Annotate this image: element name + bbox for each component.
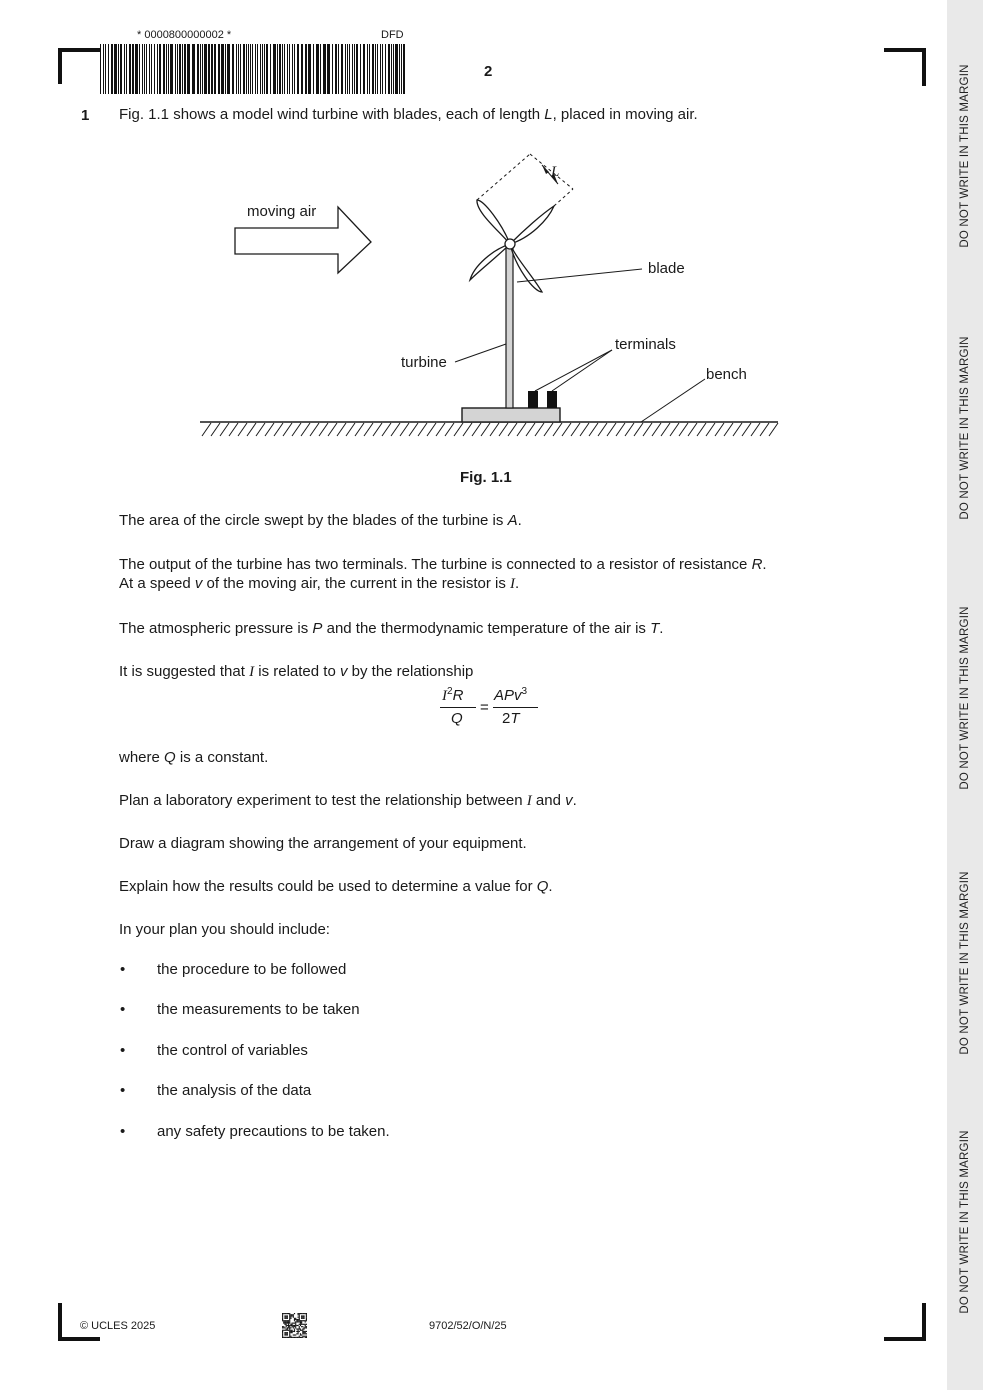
list-item: the control of variables <box>157 1042 308 1059</box>
barcode <box>100 44 406 94</box>
figure-caption: Fig. 1.1 <box>460 469 512 486</box>
equation-equals: = <box>480 699 489 716</box>
equation-denominator-left: Q <box>451 710 463 727</box>
turbine-base <box>462 408 560 422</box>
paragraph-speed: At a speed v of the moving air, the current in the resistor is I. <box>119 575 520 592</box>
label-bench: bench <box>706 366 747 383</box>
qr-code <box>282 1313 307 1338</box>
bench-hatching <box>202 423 778 436</box>
margin-notice: DO NOT WRITE IN THIS MARGIN <box>959 64 971 248</box>
paragraph-pressure: The atmospheric pressure is P and the thermodynamic temperature of the air is T. <box>119 620 664 637</box>
paragraph-where: where Q is a constant. <box>119 749 269 766</box>
bullet-marker: • <box>120 1082 126 1099</box>
question-intro: Fig. 1.1 shows a model wind turbine with blades, each of length L, placed in moving air. <box>119 106 698 123</box>
paper-code: 9702/52/O/N/25 <box>429 1320 507 1332</box>
terminals-leader <box>535 350 612 391</box>
paragraph-explain: Explain how the results could be used to determine a value for Q. <box>119 878 553 895</box>
list-item: the procedure to be followed <box>157 961 347 978</box>
page-number: 2 <box>484 63 493 80</box>
equation-denominator-right: 2T <box>502 710 520 727</box>
equation <box>440 686 550 736</box>
label-moving-air: moving air <box>247 203 317 220</box>
bullet-marker: • <box>120 1123 126 1140</box>
label-terminals: terminals <box>615 336 676 353</box>
paragraph-include: In your plan you should include: <box>119 921 330 938</box>
margin-notice: DO NOT WRITE IN THIS MARGIN <box>959 871 971 1055</box>
dimension-line <box>477 154 530 200</box>
equation-numerator-right: APv$^3$ <box>494 686 528 704</box>
list-item: the analysis of the data <box>157 1082 312 1099</box>
paragraph-area: The area of the circle swept by the blades of the turbine is A. <box>119 512 522 529</box>
turbine-mast <box>506 245 513 408</box>
wind-turbine-figure <box>180 140 800 440</box>
question-number: 1 <box>81 107 90 124</box>
turbine-hub <box>505 239 515 249</box>
list-item: any safety precautions to be taken. <box>157 1123 390 1140</box>
bullet-marker: • <box>120 1001 126 1018</box>
copyright: © UCLES 2025 <box>80 1320 156 1332</box>
paragraph-suggest: It is suggested that I is related to v by the relationship <box>119 663 474 680</box>
label-L: L <box>551 164 560 180</box>
label-turbine: turbine <box>401 354 447 371</box>
paragraph-plan: Plan a laboratory experiment to test the relationship between I and v. <box>119 792 577 809</box>
margin-strip <box>947 0 983 1390</box>
equation-numerator-left: $I^2R$ <box>442 686 464 704</box>
bench-leader <box>641 379 705 422</box>
margin-notice: DO NOT WRITE IN THIS MARGIN <box>959 1130 971 1314</box>
bullet-marker: • <box>120 1042 126 1059</box>
dimension-line <box>554 189 573 206</box>
blade-leader <box>517 269 642 282</box>
turbine-leader <box>455 344 506 362</box>
margin-notice: DO NOT WRITE IN THIS MARGIN <box>959 606 971 790</box>
margin-notice: DO NOT WRITE IN THIS MARGIN <box>959 336 971 520</box>
fraction-bar-right <box>493 707 538 708</box>
fraction-bar-left <box>440 707 476 708</box>
terminal-right <box>547 391 557 408</box>
terminals-leader <box>552 350 612 391</box>
bullet-marker: • <box>120 961 126 978</box>
terminal-left <box>528 391 538 408</box>
paragraph-output: The output of the turbine has two terminals. The turbine is connected to a resistor of resistance R. <box>119 556 767 573</box>
list-item: the measurements to be taken <box>157 1001 360 1018</box>
paragraph-draw: Draw a diagram showing the arrangement of your equipment. <box>119 835 527 852</box>
barcode-text: * 0000800000002 * <box>137 29 232 41</box>
label-blade: blade <box>648 260 685 277</box>
barcode-code: DFD <box>381 29 404 41</box>
